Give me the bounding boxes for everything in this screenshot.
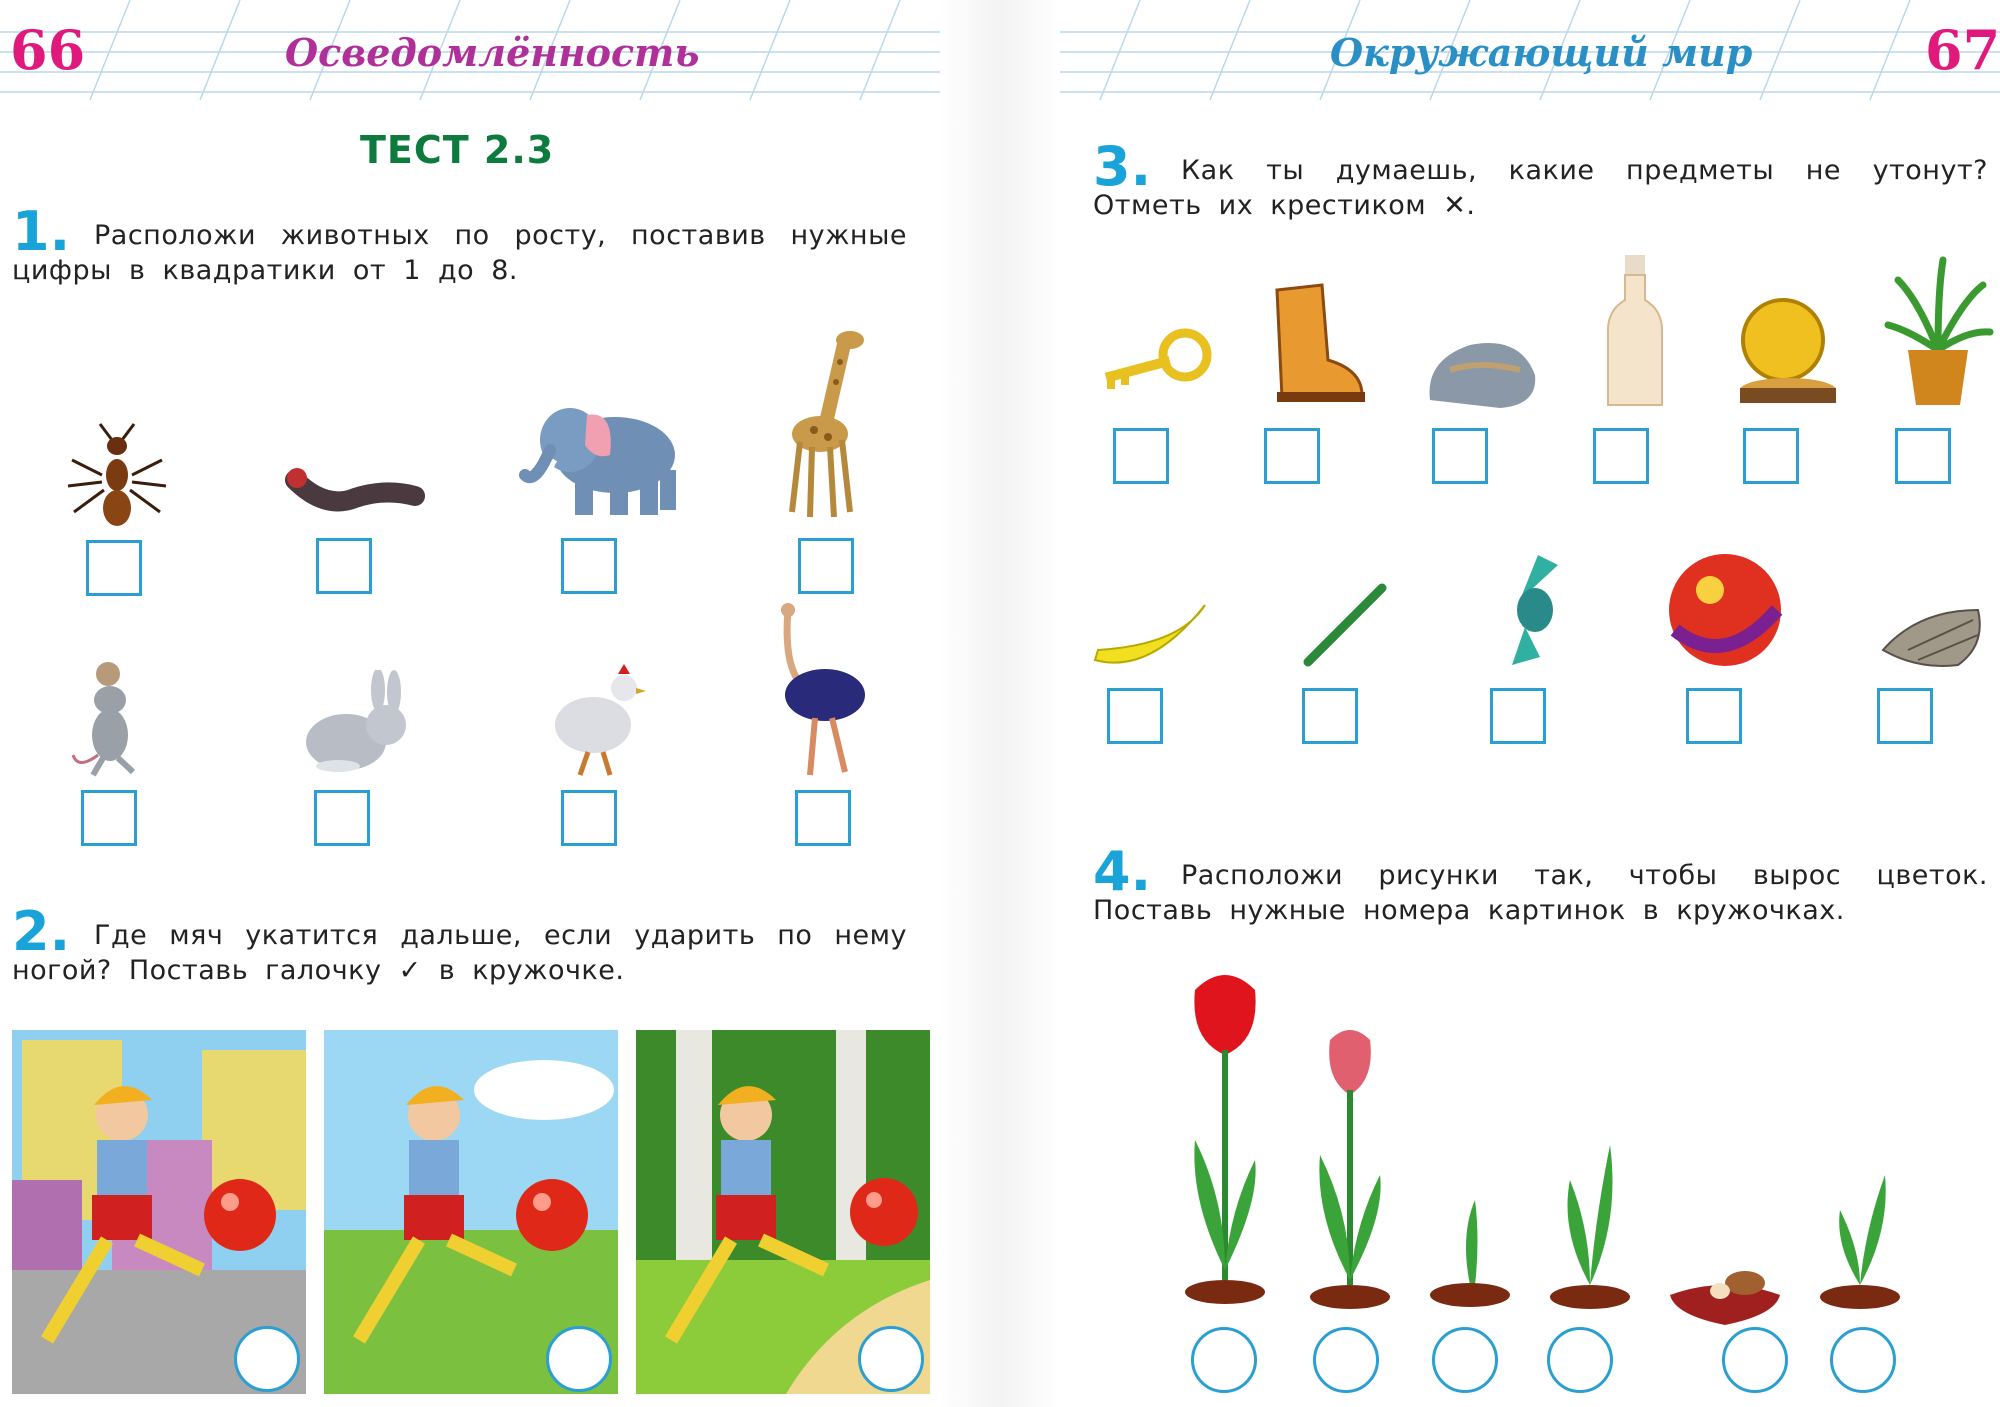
answer-box-ant[interactable] — [86, 540, 142, 596]
task-4-text: Расположи рисунки так, чтобы вырос цветок. Поставь нужные номера картинок в кружочках. — [1093, 860, 1988, 926]
answer-box-candy[interactable] — [1490, 688, 1546, 744]
shell-icon — [1878, 605, 1988, 670]
city-street-scene — [12, 1030, 306, 1394]
answer-box-banana[interactable] — [1107, 688, 1163, 744]
answer-box-shell[interactable] — [1877, 688, 1933, 744]
answer-circle-flower-5[interactable] — [1722, 1327, 1788, 1393]
answer-box-caterpillar[interactable] — [316, 538, 372, 594]
answer-circle-flower-6[interactable] — [1830, 1327, 1896, 1393]
task-2-text: Где мяч укатится дальше, если ударить по нему ногой? Поставь галочку ✓ в кружочке. — [12, 920, 907, 986]
answer-box-ball[interactable] — [1686, 688, 1742, 744]
answer-box-elephant[interactable] — [561, 538, 617, 594]
running-head: Окружающий мир — [1330, 30, 1753, 75]
task-2-number: 2. — [12, 900, 71, 963]
answer-circle-flower-3[interactable] — [1432, 1327, 1498, 1393]
task-3-number: 3. — [1093, 135, 1152, 198]
caterpillar-icon — [285, 460, 425, 520]
rabbit-icon — [298, 670, 418, 780]
tulip-bloom-icon — [1175, 970, 1275, 1310]
boot-icon — [1262, 280, 1372, 410]
answer-box-ostrich[interactable] — [795, 790, 851, 846]
answer-box-stone[interactable] — [1432, 428, 1488, 484]
answer-box-pen[interactable] — [1302, 688, 1358, 744]
grass-field-scene — [324, 1030, 618, 1394]
answer-box-coin[interactable] — [1743, 428, 1799, 484]
answer-box-plant[interactable] — [1895, 428, 1951, 484]
page-number: 66 — [10, 18, 86, 82]
task-1-text: Расположи животных по росту, поставив нужные цифры в квадратики от 1 до 8. — [12, 220, 907, 286]
answer-box-boot[interactable] — [1264, 428, 1320, 484]
candy-icon — [1500, 545, 1570, 670]
answer-circle-flower-2[interactable] — [1313, 1327, 1379, 1393]
mouse-icon — [68, 660, 158, 780]
ant-icon — [62, 420, 172, 530]
key-icon — [1095, 325, 1215, 405]
ostrich-icon — [770, 600, 880, 780]
bottle-icon — [1600, 250, 1670, 410]
answer-circle-city[interactable] — [234, 1326, 300, 1392]
answer-circle-grass[interactable] — [546, 1326, 612, 1392]
elephant-icon — [515, 395, 690, 525]
hen-icon — [548, 660, 648, 780]
tulip-bud-icon — [1300, 1025, 1400, 1310]
answer-box-rabbit[interactable] — [314, 790, 370, 846]
sprout-leaves-icon — [1540, 1140, 1640, 1310]
answer-box-hen[interactable] — [561, 790, 617, 846]
banana-icon — [1090, 595, 1210, 675]
running-head: Осведомлённость — [285, 30, 700, 75]
task-3-text: Как ты думаешь, какие предметы не утонут? Отметь их крестиком ✕. — [1093, 155, 1988, 221]
stone-icon — [1420, 330, 1540, 410]
plant-pot-icon — [1878, 250, 1998, 410]
answer-box-bottle[interactable] — [1593, 428, 1649, 484]
answer-circle-flower-1[interactable] — [1191, 1327, 1257, 1393]
ball-icon — [1665, 550, 1785, 670]
right-page — [1000, 0, 2000, 1407]
coin-icon — [1733, 290, 1843, 410]
task-4-number: 4. — [1093, 840, 1152, 903]
page-number: 67 — [1925, 18, 2000, 82]
test-title: ТЕСТ 2.3 — [360, 128, 555, 172]
sprout-small-icon — [1420, 1195, 1520, 1310]
answer-box-mouse[interactable] — [81, 790, 137, 846]
task-1-number: 1. — [12, 200, 71, 263]
forest-path-scene — [636, 1030, 930, 1394]
giraffe-icon — [770, 322, 880, 522]
pen-icon — [1300, 580, 1390, 670]
sprout-tall-icon — [1810, 1170, 1910, 1310]
answer-box-giraffe[interactable] — [798, 538, 854, 594]
answer-circle-forest[interactable] — [858, 1326, 924, 1392]
answer-circle-flower-4[interactable] — [1547, 1327, 1613, 1393]
answer-box-key[interactable] — [1113, 428, 1169, 484]
